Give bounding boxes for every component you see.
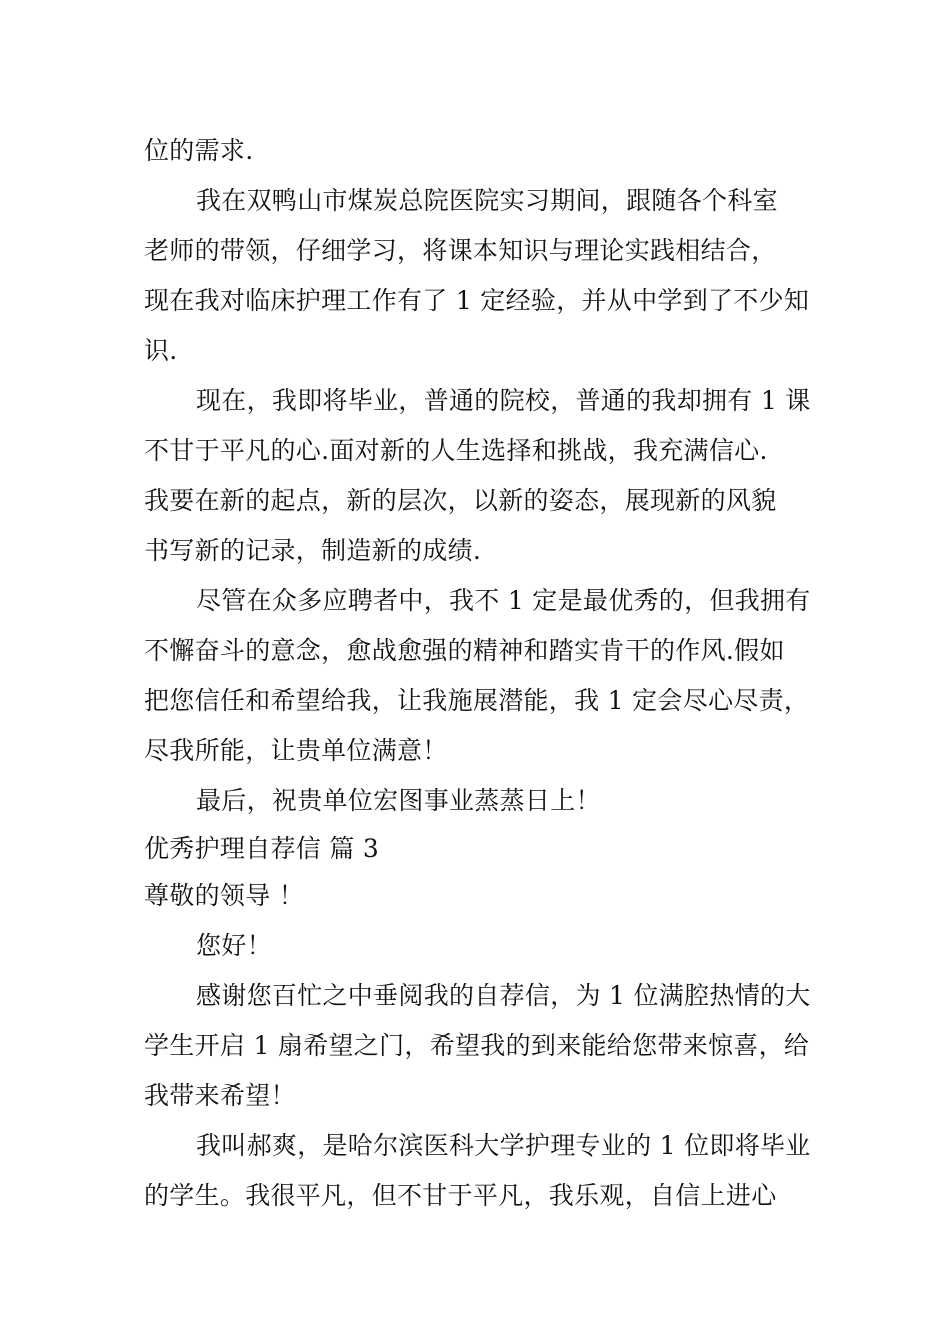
text-line: 不懈奋斗的意念，愈战愈强的精神和踏实肯干的作风.假如: [144, 636, 785, 665]
text-line: 位的需求.: [144, 136, 254, 165]
text-line: 书写新的记录，制造新的成绩.: [144, 536, 482, 565]
text-line: 老师的带领，仔细学习，将课本知识与理论实践相结合，: [144, 236, 777, 265]
paragraph-first-line: 感谢您百忙之中垂阅我的自荐信，为 1 位满腔热情的大: [196, 981, 811, 1010]
text-line: 的学生。我很平凡，但不甘于平凡，我乐观，自信上进心: [144, 1181, 777, 1210]
section-heading: 优秀护理自荐信 篇 3: [144, 834, 380, 863]
text-line: 不甘于平凡的心.面对新的人生选择和挑战，我充满信心.: [144, 436, 768, 465]
salutation: 尊敬的领导 ！: [144, 881, 305, 910]
paragraph-first-line: 我叫郝爽，是哈尔滨医科大学护理专业的 1 位即将毕业: [196, 1131, 811, 1160]
text-line: 我要在新的起点，新的层次，以新的姿态，展现新的风貌: [144, 486, 777, 515]
text-line: 学生开启 1 扇希望之门，希望我的到来能给您带来惊喜，给: [144, 1031, 810, 1060]
text-line: 把您信任和希望给我，让我施展潜能，我 1 定会尽心尽责，: [144, 686, 810, 715]
text-line: 我带来希望！: [144, 1081, 296, 1110]
greeting: 您好！: [196, 931, 272, 960]
text-line: 识.: [144, 336, 178, 365]
text-line: 现在我对临床护理工作有了 1 定经验，并从中学到了不少知: [144, 286, 810, 315]
paragraph-first-line: 尽管在众多应聘者中，我不 1 定是最优秀的，但我拥有: [196, 586, 811, 615]
paragraph-first-line: 最后，祝贵单位宏图事业蒸蒸日上！: [196, 786, 601, 815]
text-line: 尽我所能，让贵单位满意！: [144, 736, 448, 765]
paragraph-first-line: 现在，我即将毕业，普通的院校，普通的我却拥有 1 课: [196, 386, 811, 415]
paragraph-first-line: 我在双鸭山市煤炭总院医院实习期间，跟随各个科室: [196, 186, 778, 215]
